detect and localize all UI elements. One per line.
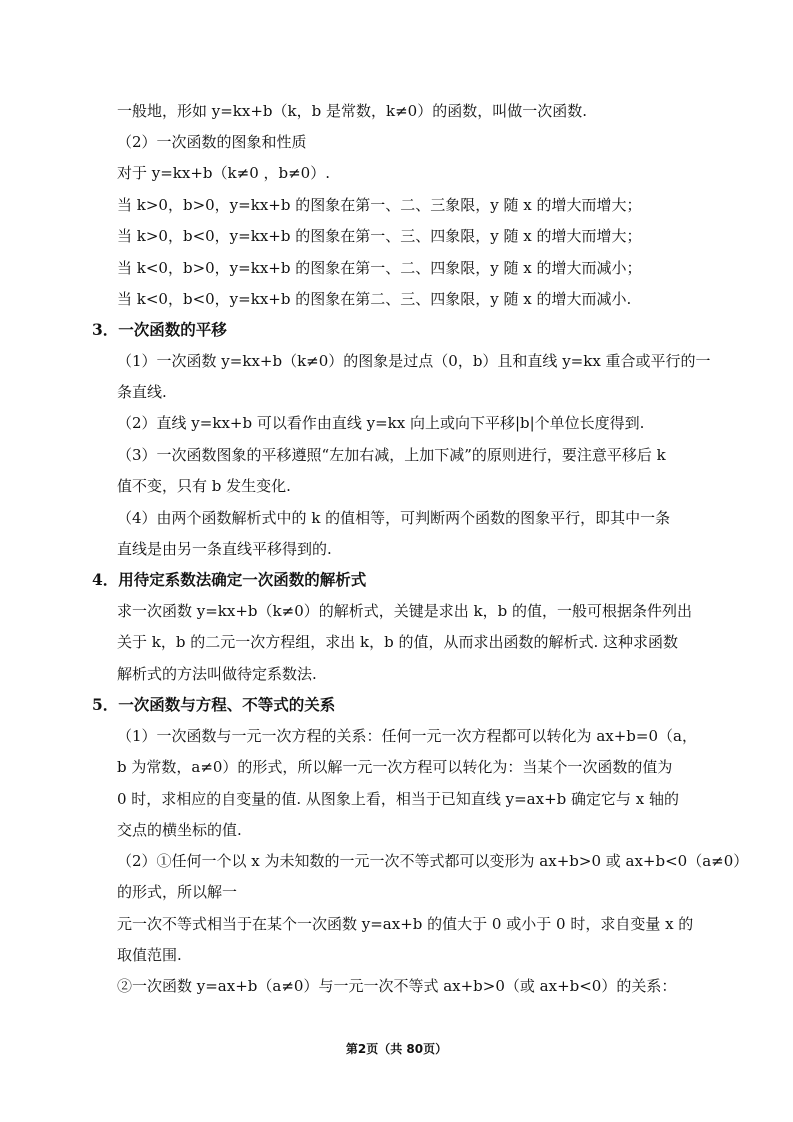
text-line: 求一次函数 y=kx+b（k≠0）的解析式，关键是求出 k，b 的值，一般可根据条件列出 — [117, 602, 692, 620]
text-line: （1）一次函数与一元一次方程的关系：任何一元一次方程都可以转化为 ax+b=0（a， — [117, 727, 697, 745]
text-line: （3）一次函数图象的平移遵照“左加右减，上加下减”的原则进行，要注意平移后 k — [117, 446, 666, 464]
text-line: 取值范围. — [117, 946, 182, 964]
section-heading: 4．用待定系数法确定一次函数的解析式 — [92, 570, 367, 589]
text-line: 当 k>0，b<0，y=kx+b 的图象在第一、三、四象限，y 随 x 的增大而增大； — [117, 227, 642, 245]
section-heading: 3．一次函数的平移 — [92, 320, 227, 339]
text-line: （2）①任何一个以 x 为未知数的一元一次不等式都可以变形为 ax+b>0 或 ax+b<0（a≠0） — [117, 852, 749, 870]
text-line: （2）直线 y=kx+b 可以看作由直线 y=kx 向上或向下平移|b|个单位长度得到. — [117, 414, 645, 432]
text-line: 交点的横坐标的值. — [117, 821, 242, 839]
section-heading: 5．一次函数与方程、不等式的关系 — [92, 695, 336, 714]
text-line: （2）一次函数的图象和性质 — [117, 133, 307, 151]
text-line: 当 k>0，b>0，y=kx+b 的图象在第一、二、三象限，y 随 x 的增大而增大； — [117, 196, 642, 214]
text-line: 值不变，只有 b 发生变化. — [117, 477, 291, 495]
text-line: 一般地，形如 y=kx+b（k，b 是常数，k≠0）的函数，叫做一次函数. — [117, 102, 587, 120]
text-line: ②一次函数 y=ax+b（a≠0）与一元一次不等式 ax+b>0（或 ax+b<0）的关系： — [117, 977, 677, 995]
text-line: 关于 k，b 的二元一次方程组，求出 k，b 的值，从而求出函数的解析式. 这种求函数 — [117, 633, 678, 651]
page-footer: 第2页（共 80页） — [345, 1042, 448, 1056]
text-line: 当 k<0，b<0，y=kx+b 的图象在第二、三、四象限，y 随 x 的增大而减小. — [117, 290, 632, 308]
text-line: 条直线. — [117, 383, 167, 401]
text-line: 的形式，所以解一 — [117, 883, 238, 901]
text-line: 当 k<0，b>0，y=kx+b 的图象在第一、二、四象限，y 随 x 的增大而减小； — [117, 259, 642, 277]
text-line: 直线是由另一条直线平移得到的. — [117, 540, 332, 558]
text-line: （4）由两个函数解析式中的 k 的值相等，可判断两个函数的图象平行，即其中一条 — [117, 509, 671, 527]
text-line: 解析式的方法叫做待定系数法. — [117, 665, 317, 683]
text-line: （1）一次函数 y=kx+b（k≠0）的图象是过点（0，b）且和直线 y=kx 重合或平行的一 — [117, 352, 711, 370]
text-line: 元一次不等式相当于在某个一次函数 y=ax+b 的值大于 0 或小于 0 时，求自变量 x 的 — [117, 915, 694, 933]
text-line: 0 时，求相应的自变量的值. 从图象上看，相当于已知直线 y=ax+b 确定它与 x 轴的 — [117, 790, 679, 808]
text-line: b 为常数，a≠0）的形式，所以解一元一次方程可以转化为：当某个一次函数的值为 — [117, 758, 673, 776]
text-line: 对于 y=kx+b（k≠0 ，b≠0）. — [117, 164, 330, 182]
